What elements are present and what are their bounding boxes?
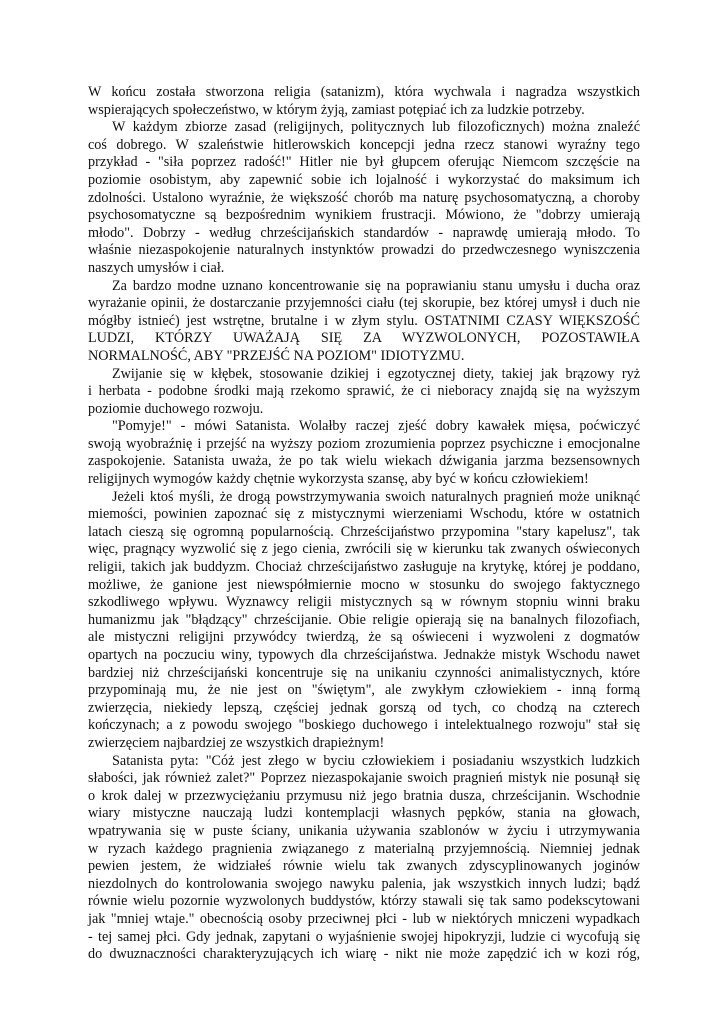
text-line: - tej samej płci. Gdy jednak, zapytani o wyjaśnienie swojej hipokryzji, ludzie ci wycofują się (88, 928, 640, 945)
text-line: poziomie osobistym, aby zapewnić sobie ich lojalność i wykorzystać do maksimum ich (88, 171, 640, 188)
text-line: wpatrywania się w puste ściany, unikania używania szablonów w życiu i utrzymywania (88, 822, 640, 839)
text-line: zwierzęcia, niekiedy lepszą, częściej jednak gorszą od tych, co chodzą na czterech (88, 699, 640, 716)
paragraph-first-line: "Pomyje!" - mówi Satanista. Wolałby raczej zjeść dobry kawałek mięsa, poćwiczyć (112, 418, 640, 435)
paragraph-first-line: Za bardzo modne uznano koncentrowanie się na poprawianiu stanu umysłu i ducha oraz (112, 277, 640, 294)
text-line: opartych na poczuciu winy, typowych dla chrześcijaństwa. Jednakże mistyk Wschodu nawet (88, 647, 640, 663)
text-line: NORMALNOŚĆ, ABY "PRZEJŚĆ NA POZIOM" IDIOTYZMU. (88, 347, 465, 364)
text-line: do dwuznaczności charakteryzujących ich wiarę - nikt nie może zapędzić ich w kozi róg, (88, 946, 640, 963)
text-line: psychosomatyczne są bezpośrednim wynikiem frustracji. Mówiono, że "dobrzy umierają (88, 207, 640, 224)
paragraph-first-line: Satanista pyta: "Cóż jest złego w byciu człowiekiem i posiadaniu wszystkich ludzkich (112, 752, 640, 769)
text-line: równie wielu pozornie wyzwolonych buddystów, którzy stawali się tak samo podekscytowani (88, 893, 640, 910)
text-line: więc, pragnący wyzwolić się z jego cienia, zwrócili się w kierunku tak zwanych oświeconych (88, 541, 640, 558)
text-line: zaspokojenie. Satanista uważa, że po tak wielu wiekach dźwigania jarzma bezsensownych (88, 453, 640, 470)
text-line: naszych umysłów i ciał. (88, 259, 225, 276)
text-line: zdolności. Ustalono wyraźnie, że większość chorób ma naturę psychosomatyczną, a choroby (88, 189, 640, 206)
text-line: jak "mniej wtaje." obecnością osoby przeciwnej płci - lub w niektórych mniczeni wypadkach (88, 910, 640, 927)
document-page (88, 84, 640, 964)
text-line: ale mistyczni religijni przywódcy twierdzą, że są oświeceni i wyzwoleni z dogmatów (88, 629, 640, 646)
text-line: właśnie niezaspokojenie naturalnych instynktów prowadzi do przedwczesnego wyniszczenia (88, 242, 640, 259)
text-line: humanizmu jak "błądzący" chrześcijanie. Obie religie opierają się na banalnych filozofiach, (88, 611, 640, 628)
text-line: religijnych wymogów każdy chętnie wykorzysta szansę, aby być w końcu człowiekiem! (88, 471, 589, 488)
text-line: LUDZI, KTÓRZY UWAŻAJĄ SIĘ ZA WYZWOLONYCH, POZOSTAWIŁA (88, 330, 640, 347)
text-line: religii, takich jak buddyzm. Chociaż chrześcijaństwo zasługuje na krytykę, której je poddano, (88, 559, 640, 576)
text-line: przykład - "siła poprzez radość!" Hitler nie był głupcem oferując Niemcom szczęście na (88, 154, 640, 171)
text-line: zwierzęciem najbardziej ze wszystkich drapieżnym! (88, 734, 385, 751)
text-line: coś dobrego. W szaleństwie hitlerowskich koncepcji jedna rzecz stanowi wyraźny tego (88, 136, 640, 153)
text-line: pewien jestem, że widziałeś równie wielu tak zwanych zdyscyplinowanych joginów (88, 858, 640, 875)
text-line: wyrażanie opinii, że dostarczanie przyjemności ciału (tej skorupie, bez której umysł i duch nie (88, 295, 640, 312)
text-line: kończynach; a z powodu swojego "boskiego duchowego i intelektualnego rozwoju" stał się (88, 717, 640, 734)
text-line: wiary mistyczne nauczają ludzi kontemplacji własnych pępków, stania na głowach, (88, 805, 640, 822)
text-line: latach cieszą się ogromną popularnością. Chrześcijaństwo przypomina "stary kapelusz", tak (88, 523, 640, 540)
text-line: mógłby istnieć) jest wstrętne, brutalne i w złym stylu. OSTATNIMI CZASY WIĘKSZOŚĆ (88, 312, 640, 329)
text-line: poziomie duchowego rozwoju. (88, 400, 264, 417)
paragraph-first-line: Zwijanie się w kłębek, stosowanie dzikiej i egzotycznej diety, takiej jak brązowy ryż (112, 365, 640, 382)
text-line: niezdolnych do kontrolowania swojego nawyku palenia, jak wszystkich innych ludzi; bądź (88, 875, 640, 892)
text-line: o krok dalej w przezwyciężaniu przymusu niż jego bratnia dusza, chrześcijanin. Wschodnie (88, 787, 640, 804)
text-line: przypominają mu, że nie jest on "świętym", ale zwykłym człowiekiem - inną formą (88, 682, 640, 699)
paragraph-first-line: W każdym zbiorze zasad (religijnych, politycznych lub filozoficznych) można znaleźć (112, 119, 640, 136)
text-line: możliwe, że ganione jest niewspółmiernie mocno w stosunku do swojego faktycznego (88, 576, 640, 593)
text-line: słabości, jak również zalet?" Poprzez niezaspokajanie swoich pragnień mistyk nie posunął się (88, 770, 640, 787)
text-line: w ryzach każdego pragnienia związanego z materialną przyjemnością. Niemniej jednak (88, 840, 640, 857)
text-line: W końcu została stworzona religia (satanizm), która wychwala i nagradza wszystkich (88, 84, 640, 100)
text-line: i herbata - podobne środki mają rzekomo sprawić, że ci nieboracy znajdą się na wyższym (88, 383, 640, 400)
text-line: młodo". Dobrzy - według chrześcijańskich standardów - naprawdę umierają młodo. To (88, 224, 640, 241)
text-line: miemości, powinien zapoznać się z mistycznymi wierzeniami Wschodu, które w ostatnich (88, 506, 640, 523)
text-line: wspierających społeczeństwo, w którym żyją, zamiast potępiać ich za ludzkie potrzeby. (88, 101, 585, 118)
text-line: bardziej niż chrześcijański koncentruje się na unikaniu czynności animalistycznych, które (88, 664, 640, 681)
text-line: swoją wyobraźnię i przejść na wyższy poziom zrozumienia poprzez psychiczne i emocjonalne (88, 435, 640, 452)
text-line: szkodliwego wpływu. Wyznawcy religii mistycznych są w równym stopniu winni braku (88, 594, 640, 611)
paragraph-first-line: Jeżeli ktoś myśli, że drogą powstrzymywania swoich naturalnych pragnień może uniknąć (112, 488, 640, 505)
